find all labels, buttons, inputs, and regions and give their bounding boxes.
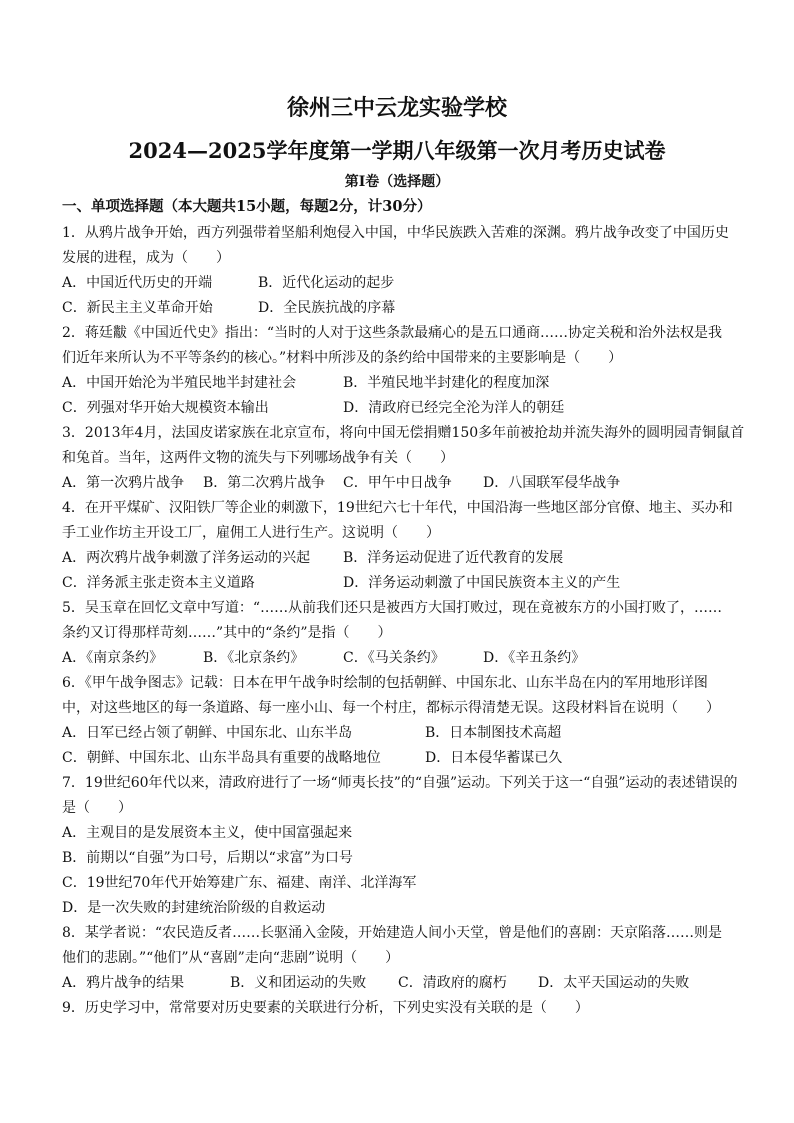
q8-option-b: B．义和团运动的失败 [230,975,367,991]
q3-stem-line-2: 和兔首。当年，这两件文物的流失与下列哪场战争有关（ ） [62,450,454,466]
q6-option-d: D．日本侵华蓄谋已久 [425,750,563,766]
q2-option-b: B．半殖民地半封建化的程度加深 [343,375,550,391]
q2-stem-line-2: 们近年来所认为不平等条约的核心。”材料中所涉及的条约给中国带来的主要影响是（ ） [62,350,623,366]
q1-option-b: B．近代化运动的起步 [258,275,395,291]
q7-option-a: A．主观目的是发展资本主义，使中国富强起来 [62,825,353,841]
q8-options-row [62,971,742,996]
q8-option-c: C．清政府的腐朽 [398,975,507,991]
q6-stem-line-1: 6．《甲午战争图志》记载：日本在甲午战争时绘制的包括朝鲜、中国东北、山东半岛在内的军用地形详图 [62,675,708,691]
q6-options-row-2 [62,746,742,771]
q3-option-c: C．甲午中日战争 [343,475,452,491]
q5-option-c: C．《马关条约》 [343,650,445,666]
q4-stem-line-1: 4．在开平煤矿、汉阳铁厂等企业的刺激下，19世纪六七十年代，中国沿海一些地区部分官僚、地主、买办和 [62,500,733,516]
exam-title: 2024—2025学年度第一学期八年级第一次月考历史试卷 [128,138,666,163]
q4-options-row-1 [62,546,742,571]
q7-option-c: C．19世纪70年代开始筹建广东、福建、南洋、北洋海军 [62,875,417,891]
q8-stem-line-1: 8．某学者说：“农民造反者……长驱涌入金陵，开始建造人间小天堂，曾是他们的喜剧：天京陷落……则是 [62,925,723,941]
q4-stem-line-2: 手工业作坊主开设工厂，雇佣工人进行生产。这说明（ ） [62,525,440,541]
q5-options-row [62,646,742,671]
questions-area [62,221,745,1021]
q3-options-row [62,471,742,496]
q3-option-b: B．第二次鸦片战争 [203,475,326,491]
q1-stem-line-2: 发展的进程，成为（ ） [62,250,230,266]
q5-option-b: B．《北京条约》 [203,650,305,666]
q3-stem-line-1: 3．2013年4月，法国皮诺家族在北京宣布，将向中国无偿捐赠150多年前被抢劫并流失海外的圆明园青铜鼠首 [62,425,745,441]
q3-option-a: A．第一次鸦片战争 [62,475,185,491]
q2-option-d: D．清政府已经完全沦为洋人的朝廷 [343,400,565,416]
q5-option-a: A．《南京条约》 [62,650,164,666]
q1-option-d: D．全民族抗战的序幕 [258,300,396,316]
q7-stem-line-2: 是（ ） [62,800,132,816]
q6-option-c: C．朝鲜、中国东北、山东半岛具有重要的战略地位 [62,750,381,766]
q1-options-row-1 [62,271,742,296]
q4-option-b: B．洋务运动促进了近代教育的发展 [343,550,564,566]
q1-stem-line-1: 1．从鸦片战争开始，西方列强带着坚船利炮侵入中国，中华民族跌入苦难的深渊。鸦片战争改变了中国历史 [62,225,729,241]
q8-option-d: D．太平天国运动的失败 [538,975,690,991]
q5-stem-line-1: 5．吴玉章在回忆文章中写道：“……从前我们还只是被西方大国打败过，现在竟被东方的小国打败了，…… [62,600,723,616]
q2-stem-line-1: 2．蒋廷黻《中国近代史》指出：“当时的人对于这些条款最痛心的是五口通商……协定关税和治外法权是我 [62,325,723,341]
q6-option-a: A．日军已经占领了朝鲜、中国东北、山东半岛 [62,725,353,741]
q7-option-b: B．前期以“自强”为口号，后期以“求富”为口号 [62,850,353,866]
q1-options-row-2 [62,296,742,321]
q9-stem-line-1: 9．历史学习中，常常要对历史要素的关联进行分析，下列史实没有关联的是（ ） [62,1000,589,1016]
q2-options-row-2 [62,396,742,421]
school-name: 徐州三中云龙实验学校 [286,95,507,121]
q4-option-d: D．洋务运动刺激了中国民族资本主义的产生 [343,575,621,591]
q2-options-row-1 [62,371,742,396]
q2-option-c: C．列强对华开始大规模资本输出 [62,400,269,416]
q3-option-d: D．八国联军侵华战争 [483,475,621,491]
q6-options-row-1 [62,721,742,746]
q7-option-d: D．是一次失败的封建统治阶级的自救运动 [62,900,326,916]
section-heading: 一、单项选择题（本大题共15小题，每题2分，计30分） [62,198,432,215]
q6-stem-line-2: 中，对这些地区的每一条道路、每一座小山、每一个村庄，都标示得清楚无误。这段材料旨在说明（ ） [62,700,720,716]
q5-option-d: D．《辛丑条约》 [483,650,586,666]
volume-heading: 第Ⅰ卷（选择题） [344,174,450,190]
q1-option-c: C．新民主主义革命开始 [62,300,213,316]
q7-stem-line-1: 7．19世纪60年代以来，清政府进行了一场“师夷长技”的“自强”运动。下列关于这一“自强”运动的表述错误的 [62,775,738,791]
q6-option-b: B．日本制图技术高超 [425,725,562,741]
q4-option-a: A．两次鸦片战争刺激了洋务运动的兴起 [62,550,311,566]
q8-stem-line-2: 他们的悲剧。”“他们”从“喜剧”走向“悲剧”说明（ ） [62,950,400,966]
q1-option-a: A．中国近代历史的开端 [62,275,213,291]
q4-option-c: C．洋务派主张走资本主义道路 [62,575,255,591]
q5-stem-line-2: 条约又订得那样苛刻……”其中的“条约”是指（ ） [62,625,392,641]
q2-option-a: A．中国开始沦为半殖民地半封建社会 [62,375,297,391]
q8-option-a: A．鸦片战争的结果 [62,975,185,991]
q4-options-row-2 [62,571,742,596]
